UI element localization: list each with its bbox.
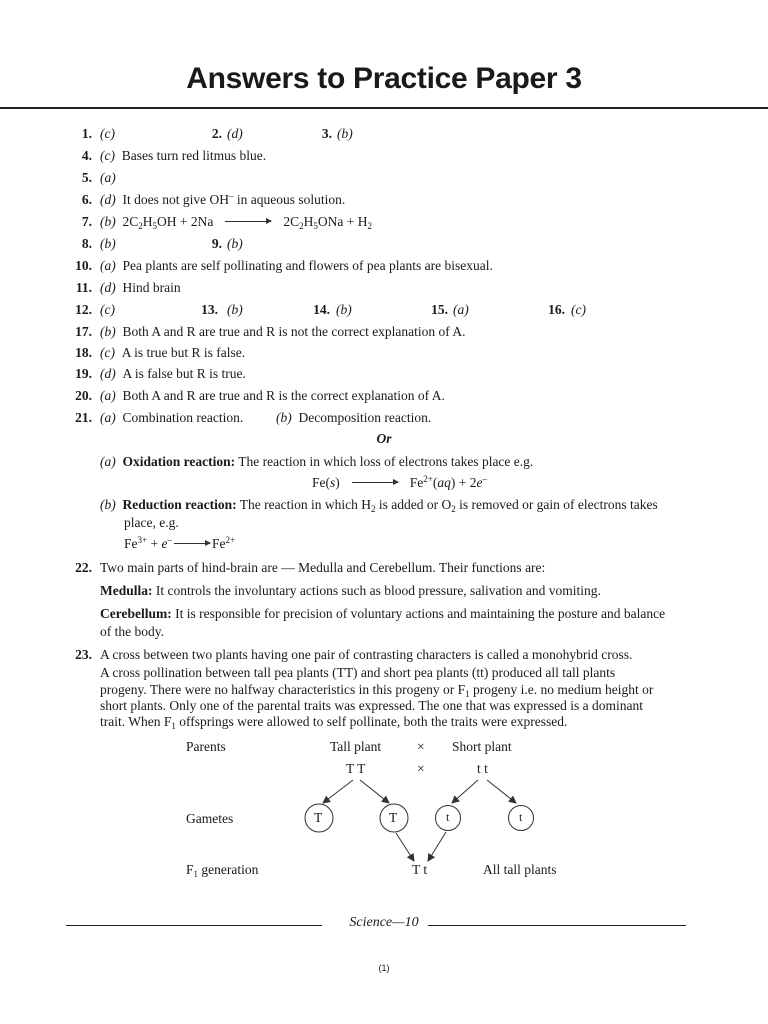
short-plant-label: Short plant (452, 739, 512, 754)
q23-line: trait. When $F_1$ offsprings were allowed to self pollinate, both the traits were expressed. (100, 714, 568, 731)
oxidation-definition: (a) Oxidation reaction: The reaction in which loss of electrons takes place e.g. (100, 454, 534, 469)
page-title: Answers to Practice Paper 3 (186, 62, 582, 95)
or-separator: Or (376, 431, 392, 446)
gametes-label: Gametes (186, 811, 234, 826)
cerebellum-function-cont: of the body. (100, 624, 164, 639)
monohybrid-cross-diagram (0, 736, 768, 886)
gamete-t-2: t (519, 810, 523, 824)
gamete-t-1: t (446, 810, 450, 824)
genotype-tt-tall: T T (346, 761, 366, 776)
cross-symbol: × (417, 761, 425, 776)
cross-arrows (0, 736, 768, 886)
reduction-definition-cont: place, e.g. (124, 515, 179, 530)
reaction-arrow-icon (225, 221, 271, 222)
reaction-arrow-icon (352, 482, 398, 483)
f1-generation-label: $F_1$ generation (186, 862, 259, 879)
equation-reduction: $Fe^{3+} + e^-$ $Fe^{2+}$ (124, 535, 236, 551)
title-rule (0, 107, 768, 109)
equation-ethanol-sodium: (b) $2C_2H_5OH + 2Na$ $2C_2H_5ONa + H_2$ (100, 214, 372, 231)
tall-plant-label: Tall plant (330, 739, 382, 754)
gamete-T-2: T (389, 810, 398, 825)
equation-oxidation: Fe(s) $Fe^{2+}(aq) + 2e^-$ (312, 474, 487, 490)
q23-line: progeny. There were no halfway characteristics in this progeny or $F_1$ progeny i.e. no medium height or (100, 682, 654, 699)
genotype-tt-short: t t (477, 761, 488, 776)
parents-label: Parents (186, 739, 226, 754)
gamete-T-1: T (314, 810, 323, 825)
footer-text: Science—10 (349, 915, 419, 930)
q23-line: short plants. Only one of the parental traits was expressed. The one that was expressed is a dominant (100, 698, 643, 713)
cerebellum-function: Cerebellum: It is responsible for precision of voluntary actions and maintaining the posture and balance (100, 606, 666, 621)
q23-line: A cross pollination between tall pea plants (TT) and short pea plants (tt) produced all tall plants (100, 665, 616, 680)
footer-rule-right (428, 925, 686, 926)
offspring-result: All tall plants (483, 862, 557, 877)
page-number: (1) (378, 963, 390, 973)
offspring-genotype: T t (412, 862, 428, 877)
medulla-function: Medulla: It controls the involuntary actions such as blood pressure, salivation and vomiting. (100, 583, 601, 598)
reduction-definition: (b) Reduction reaction: The reaction in which $H_2$ is added or $O_2$ is removed or gain of electrons takes (100, 497, 658, 514)
reaction-arrow-icon (174, 543, 210, 544)
cross-symbol: × (417, 739, 425, 754)
